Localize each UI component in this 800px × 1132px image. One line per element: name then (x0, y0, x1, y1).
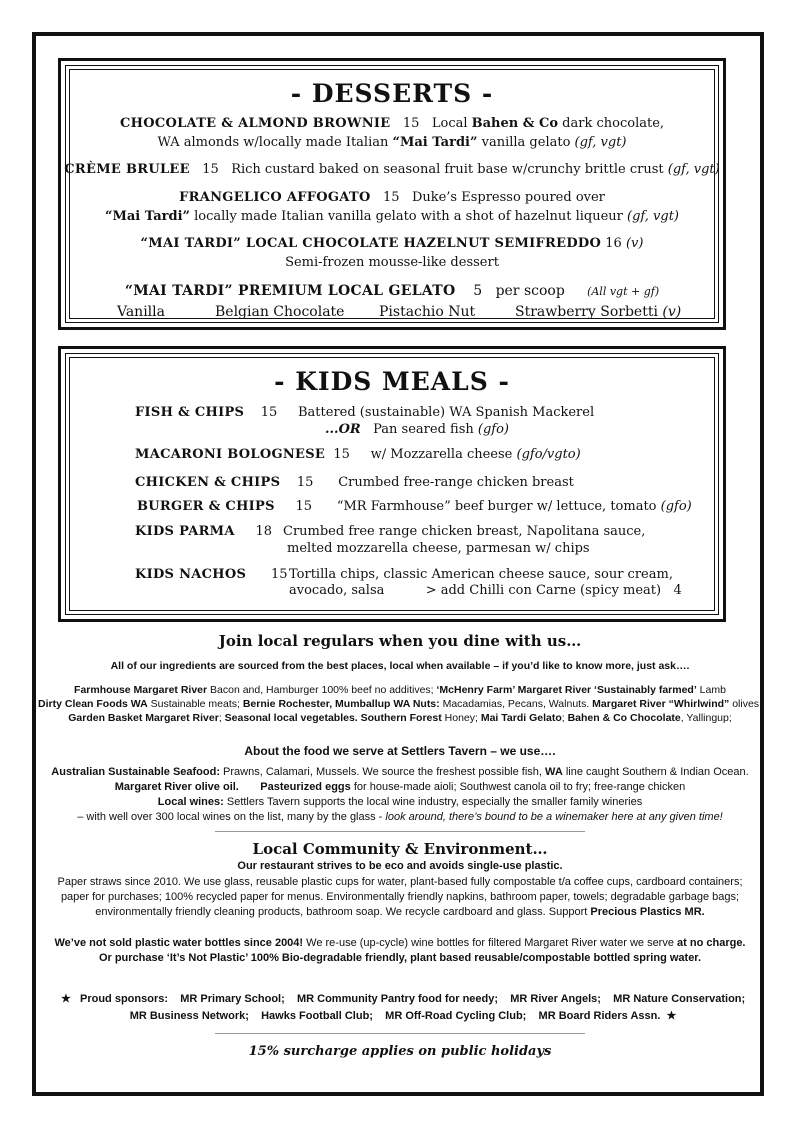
food-line-3: Local wines: Settlers Tavern supports the local wine industry, especially the smaller family wineries (157, 796, 643, 808)
kids-item-parma: KIDS PARMA 18 (135, 524, 272, 539)
kids-item-macaroni: MACARONI BOLOGNESE 15 w/ Mozzarella cheese (gfo/vgto) (135, 447, 581, 462)
food-title: About the food we serve at Settlers Tavern – we use…. (244, 744, 556, 758)
dish-name: CHOCOLATE & ALMOND BROWNIE (119, 116, 391, 131)
kids-item-nachos: KIDS NACHOS 15 (135, 567, 288, 582)
dessert-semifreddo-desc: Semi-frozen mousse-like dessert (285, 255, 499, 270)
kids-item-parma-desc2: melted mozzarella cheese, parmesan w/ chips (287, 541, 590, 556)
gelato-flavour: Belgian Chocolate (215, 304, 345, 320)
kids-heading: - KIDS MEALS - (274, 367, 510, 396)
dish-price: 15 (402, 116, 420, 131)
regulars-title: Join local regulars when you dine with us… (218, 632, 582, 650)
food-line-4: – with well over 300 local wines on the list, many by the glass - look around, there’s bound to be a winemaker here at any given time! (77, 811, 723, 823)
regulars-line-3: Garden Basket Margaret River; Seasonal local vegetables. Southern Forest Honey; Mai Tardi Gelato; Bahen & Co Chocolate, Yallingup; (68, 712, 732, 724)
dessert-brownie: CHOCOLATE & ALMOND BROWNIE 15 Local Bahen & Co dark chocolate, (119, 116, 665, 131)
community-water-1: We’ve not sold plastic water bottles since 2004! We re-use (up-cycle) wine bottles for filtered Margaret River water we serve at no charge. (54, 937, 746, 949)
desserts-heading: - DESSERTS - (290, 79, 494, 108)
gelato-flavour: Pistachio Nut (379, 304, 476, 320)
community-subtitle: Our restaurant strives to be eco and avoids single-use plastic. (237, 860, 563, 872)
divider (215, 831, 585, 832)
kids-item-nachos-desc: Tortilla chips, classic American cheese sauce, sour cream, (289, 567, 673, 582)
dessert-affogato: FRANGELICO AFFOGATO 15 Duke’s Espresso poured over (179, 190, 605, 205)
kids-item-chicken: CHICKEN & CHIPS 15 Crumbed free-range chicken breast (135, 475, 574, 490)
dish-name: “MAI TARDI” PREMIUM LOCAL GELATO (124, 283, 456, 299)
sponsors-line-1: ★ Proud sponsors: MR Primary School; MR Community Pantry food for needy; MR River Angels; MR Nature Conservation; (60, 993, 746, 1005)
divider (215, 1033, 585, 1034)
community-p2: paper for purchases; 100% recycled paper for menus. Environmentally friendly napkins, bathroom paper, towels; degradable garbage bags; (60, 891, 740, 903)
kids-item-burger: BURGER & CHIPS 15 “MR Farmhouse” beef burger w/ lettuce, tomato (gfo) (137, 499, 692, 514)
community-p3: environmentally friendly cleaning products, bathroom soap. We recycle cardboard and glass. Support Precious Plastics MR. (95, 906, 705, 918)
gelato-flavour: Vanilla (117, 304, 165, 320)
regulars-line-2: Dirty Clean Foods WA Sustainable meats; Bernie Rochester, Mumballup WA Nuts: Macadamias, Pecans, Walnuts. Margaret River “Whirlwind” olives; (38, 698, 762, 710)
regulars-line-1: Farmhouse Margaret River Bacon and, Hamburger 100% beef no additives; ‘McHenry Farm’ Margaret River ‘Sustainably farmed’ Lamb (74, 684, 726, 696)
star-icon: ★ (666, 1010, 677, 1022)
kids-meals-box (58, 346, 726, 622)
dish-name: “MAI TARDI” LOCAL CHOCOLATE HAZELNUT SEMIFREDDO (140, 236, 602, 251)
kids-item-fish-alt: ...OR Pan seared fish (gfo) (325, 422, 509, 437)
dish-price: 15 (382, 190, 400, 205)
kids-item-fish: FISH & CHIPS 15 Battered (sustainable) WA Spanish Mackerel (135, 405, 595, 420)
dessert-brulee: CRÈME BRULEE 15 Rich custard baked on seasonal fruit base w/crunchy brittle crust (gf, vgt) (64, 162, 720, 177)
dish-price: 16 (605, 236, 622, 251)
dessert-brownie-line2: WA almonds w/locally made Italian “Mai Tardi” vanilla gelato (gf, vgt) (157, 135, 627, 150)
food-line-2: Margaret River olive oil. Pasteurized eggs for house-made aioli; Southwest canola oil to fry; free-range chicken (114, 781, 686, 793)
sponsors-line-2: MR Business Network; Hawks Football Club; MR Off-Road Cycling Club; MR Board Riders Assn. ★ (129, 1010, 677, 1022)
regulars-intro: All of our ingredients are sourced from the best places, local when available – if you’d like to know more, just ask…. (110, 660, 690, 672)
kids-item-parma-desc: Crumbed free range chicken breast, Napolitana sauce, (283, 524, 646, 539)
community-title: Local Community & Environment… (252, 840, 548, 858)
star-icon: ★ (60, 993, 71, 1005)
community-water-2: Or purchase ‘It’s Not Plastic’ 100% Bio-degradable friendly, plant based reusable/compostable bottled spring water. (98, 952, 702, 964)
community-p1: Paper straws since 2010. We use glass, reusable plastic cups for water, plant-based fully compostable t/a coffee cups, cardboard containers; (57, 876, 743, 888)
surcharge-note: 15% surcharge applies on public holidays (248, 1044, 552, 1059)
food-line-1: Australian Sustainable Seafood: Prawns, Calamari, Mussels. We source the freshest possible fish, WA line caught Southern & Indian Ocean. (51, 766, 749, 778)
dessert-affogato-line2: “Mai Tardi” locally made Italian vanilla gelato with a shot of hazelnut liqueur (gf, vgt) (105, 209, 679, 224)
dish-name: FRANGELICO AFFOGATO (179, 190, 371, 205)
dish-name: CRÈME BRULEE (64, 162, 190, 177)
desserts-box (58, 58, 726, 330)
gelato-flavour: Strawberry Sorbetti (v) (515, 304, 682, 320)
dish-price: 15 (202, 162, 219, 177)
dessert-gelato: “MAI TARDI” PREMIUM LOCAL GELATO 5 per scoop (All vgt + gf) (124, 283, 660, 299)
dessert-semifreddo: “MAI TARDI” LOCAL CHOCOLATE HAZELNUT SEMIFREDDO 16 (v) (140, 236, 644, 251)
dish-price: 5 (473, 283, 483, 299)
kids-item-nachos-desc2: avocado, salsa > add Chilli con Carne (spicy meat) 4 (289, 583, 682, 598)
